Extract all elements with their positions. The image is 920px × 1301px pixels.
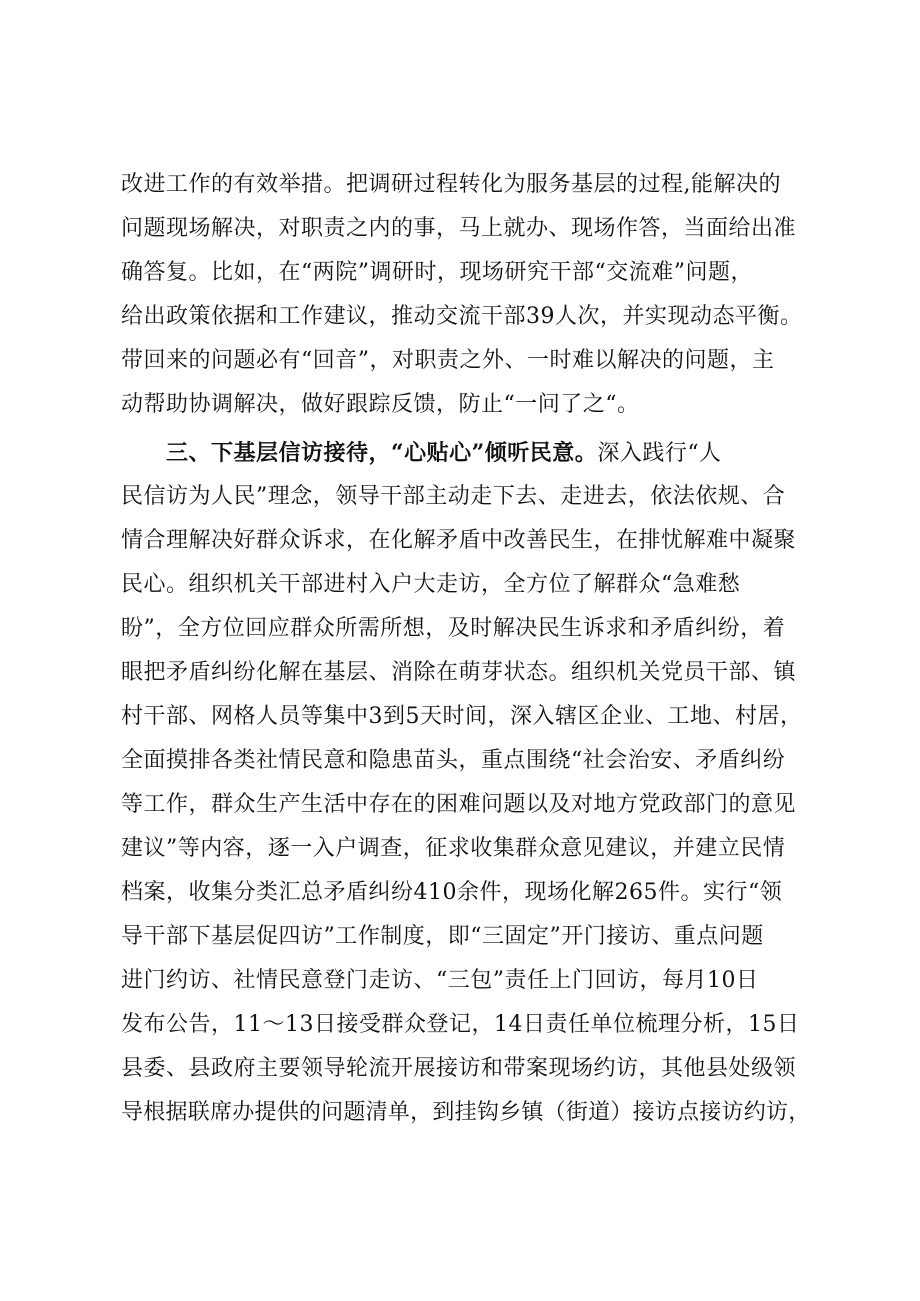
paragraph-text: 深入践行“人 (597, 441, 722, 466)
paragraph-line: 确答复。比如，在“两院”调研时，现场研究干部“交流难”问题， (121, 260, 753, 285)
paragraph-line: 导干部下基层促四访”工作制度，即“三固定”开门接访、重点问题 (121, 924, 764, 949)
paragraph-line: 进门约访、社情民意登门走访、“三包”责任上门回访，每月10日 (121, 968, 759, 993)
paragraph-line: 眼把矛盾纠纷化解在基层、消除在萌芽状态。组织机关党员干部、镇 (121, 660, 797, 685)
paragraph-line: 改进工作的有效举措。把调研过程转化为服务基层的过程,能解决的 (121, 172, 781, 197)
paragraph-line: 民信访为人民”理念，领导干部主动走下去、走进去，依法依规、合 (121, 484, 786, 509)
paragraph-line: 等工作，群众生产生活中存在的困难问题以及对地方党政部门的意见 (121, 792, 797, 817)
paragraph-line: 全面摸排各类社情民意和隐患苗头，重点围绕“社会治安、矛盾纠纷 (121, 748, 786, 773)
paragraph-line: 发布公告，11～13日接受群众登记，14日责任单位梳理分析，15日 (121, 1012, 800, 1037)
paragraph-line: 动帮助协调解决，做好跟踪反馈，防止“一问了之“。 (121, 392, 640, 417)
paragraph-line: 问题现场解决，对职责之内的事，马上就办、现场作答，当面给出准 (121, 216, 797, 241)
paragraph-line: 盼”，全方位回应群众所需所想，及时解决民生诉求和矛盾纠纷，着 (121, 616, 786, 641)
paragraph-line: 建议”等内容，逐一入户调查，征求收集群众意见建议，并建立民情 (121, 836, 786, 861)
section-heading-line (166, 436, 811, 470)
section-heading: 三、下基层信访接待，“心贴心”倾听民意。 (166, 440, 598, 466)
paragraph-line: 村干部、网格人员等集中3到5天时间，深入辖区企业、工地、村居， (121, 704, 803, 729)
paragraph-line: 县委、县政府主要领导轮流开展接访和带案现场约访，其他县处级领 (121, 1056, 797, 1081)
paragraph-line: 给出政策依据和工作建议，推动交流干部39人次，并实现动态平衡。 (121, 304, 803, 329)
paragraph-line: 带回来的问题必有“回音”，对职责之外、一时难以解决的问题，主 (121, 348, 775, 373)
paragraph-line: 导根据联席办提供的问题清单，到挂钩乡镇（街道）接访点接访约访， (121, 1100, 811, 1125)
paragraph-line: 情合理解决好群众诉求，在化解矛盾中改善民生，在排忧解难中凝聚 (121, 528, 797, 553)
paragraph-line: 民心。组织机关干部进村入户大走访，全方位了解群众“急难愁 (121, 572, 741, 597)
paragraph-line: 档案，收集分类汇总矛盾纠纷410余件，现场化解265件。实行“领 (121, 880, 783, 905)
